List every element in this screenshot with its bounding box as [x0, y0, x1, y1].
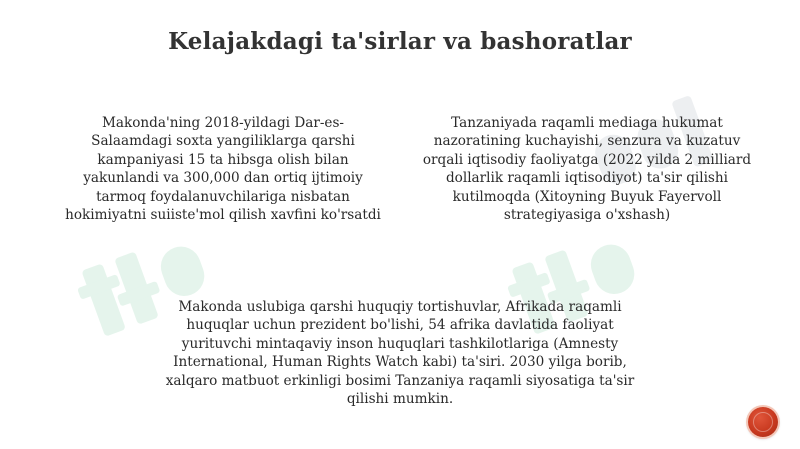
text-block-right: Tanzaniyada raqamli mediaga hukumat nazoratining kuchayishi, senzura va kuzatuv orqali iqtisodiy faoliyatga (2022 yilda 2 milliard dollarlik raqamli iqtisodiyot) ta'sir qilishi kutilmoqda (Xitoyning Buyuk Fayervoll strategiyasiga o'xshash): [422, 115, 752, 224]
nav-circle-button-icon[interactable]: [748, 407, 778, 437]
slide-title: Kelajakdagi ta'sirlar va bashoratlar: [168, 28, 632, 55]
text-block-left: Makonda'ning 2018-yildagi Dar-es-Salaamdagi soxta yangiliklarga qarshi kampaniyasi 15 ta hibsga olish bilan yakunlandi va 300,000 dan ortiq ijtimoiy tarmoq foydalanuvchilariga nisbatan hokimiyatni suiiste'mol qilish xavfini ko'rsatdi: [65, 115, 381, 224]
text-block-bottom: Makonda uslubiga qarshi huquqiy tortishuvlar, Afrikada raqamli huquqlar uchun prezident bo'lishi, 54 afrika davlatida faoliyat yurituvchi mintaqaviy inson huquqlari tashkilotlariga (Amnesty International, Human Rights Watch kabi) ta'siri. 2030 yilga borib, xalqaro matbuot erkinligi bosimi Tanzaniya raqamli siyosatiga ta'sir qilishi mumkin.: [165, 299, 635, 408]
